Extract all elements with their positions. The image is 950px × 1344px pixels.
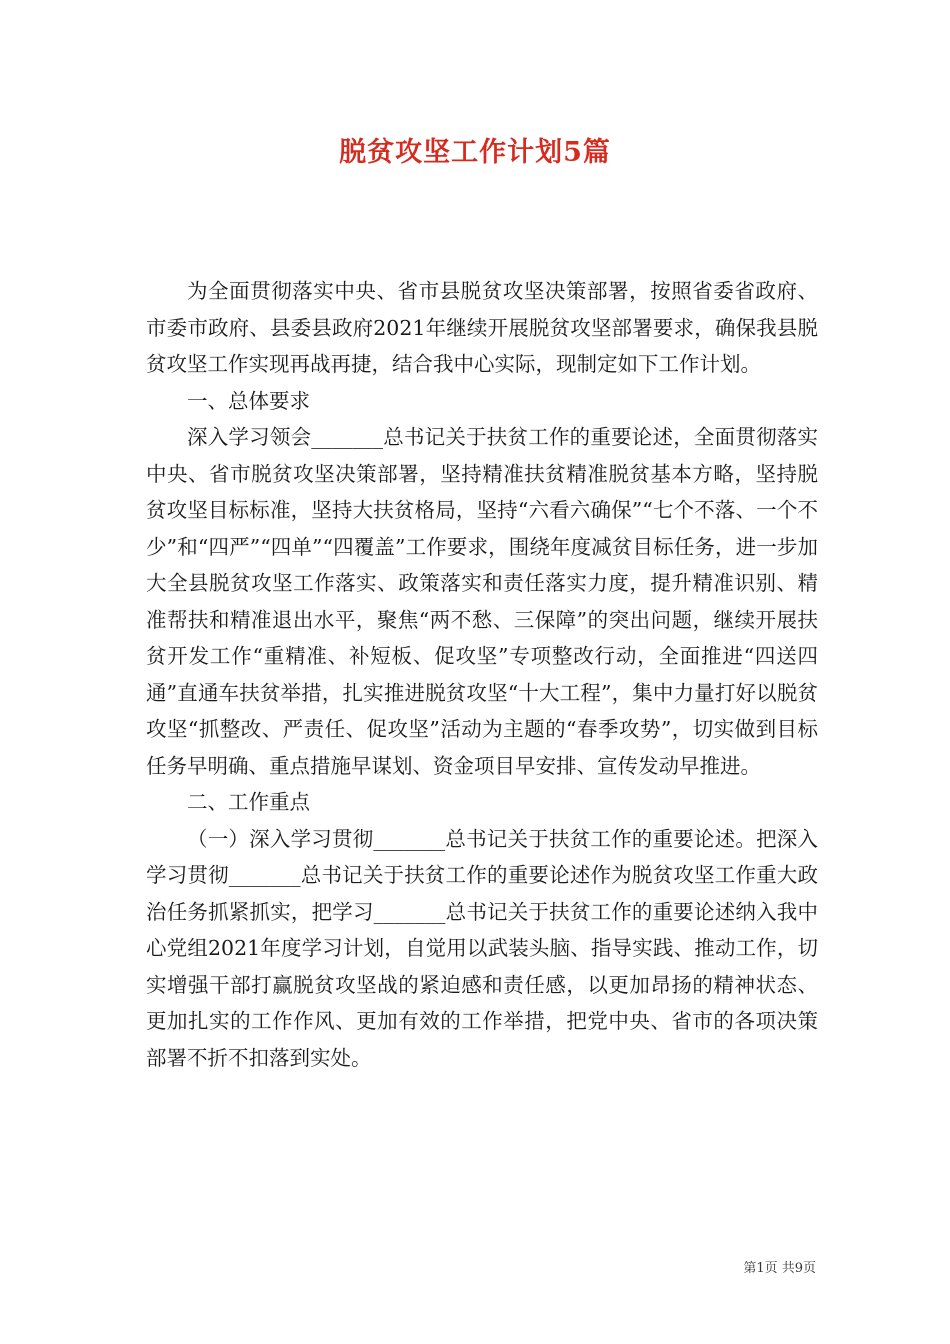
section-heading-work-focus: 二、工作重点 — [187, 790, 310, 814]
page-number: 第1页 共9页 — [743, 1261, 816, 1276]
section-heading-general-requirements: 一、总体要求 — [187, 388, 310, 413]
work-focus-paragraph-1: （一）深入学习贯彻_______总书记关于扶贫工作的重要论述。把深入学习贯彻_______总书记关于扶贫工作的重要论述作为脱贫攻坚工作重大政治任务抓紧抓实，把学习_______总书记关于扶贫工作的重要论述纳入我中心党组2021年度学习计划，自觉用以武装头脑、指导实践、推动工作，切实增强干部打赢脱贫攻坚战的紧迫感和责任感，以更加昂扬的精神状态、更加扎实的工作作风、更加有效的工作举措，把党中央、省市的各项决策部署不折不扣落到实处。 — [146, 826, 818, 1070]
general-requirements-paragraph: 深入学习领会_______总书记关于扶贫工作的重要论述，全面贯彻落实中央、省市脱贫攻坚决策部署，坚持精准扶贫精准脱贫基本方略，坚持脱贫攻坚目标标准，坚持大扶贫格局，坚持“六看六确保”“七个不落、一个不少”和“四严”“四单”“四覆盖”工作要求，围绕年度减贫目标任务，进一步加大全县脱贫攻坚工作落实、政策落实和责任落实力度，提升精准识别、精准帮扶和精准退出水平，聚焦“两不愁、三保障”的突出问题，继续开展扶贫开发工作“重精准、补短板、促攻坚”专项整改行动，全面推进“四送四通”直通车扶贫举措，扎实推进脱贫攻坚“十大工程”，集中力量打好以脱贫攻坚“抓整改、严责任、促攻坚”活动为主题的“春季攻势”，切实做到目标任务早明确、重点措施早谋划、资金项目早安排、宣传发动早推进。 — [146, 425, 818, 778]
page-title: 脱贫攻坚工作计划5篇 — [339, 137, 611, 168]
document-body — [146, 273, 818, 1076]
intro-paragraph: 为全面贯彻落实中央、省市县脱贫攻坚决策部署，按照省委省政府、市委市政府、县委县政府2021年继续开展脱贫攻坚部署要求，确保我县脱贫攻坚工作实现再战再捷，结合我中心实际，现制定如下工作计划。 — [146, 279, 818, 376]
